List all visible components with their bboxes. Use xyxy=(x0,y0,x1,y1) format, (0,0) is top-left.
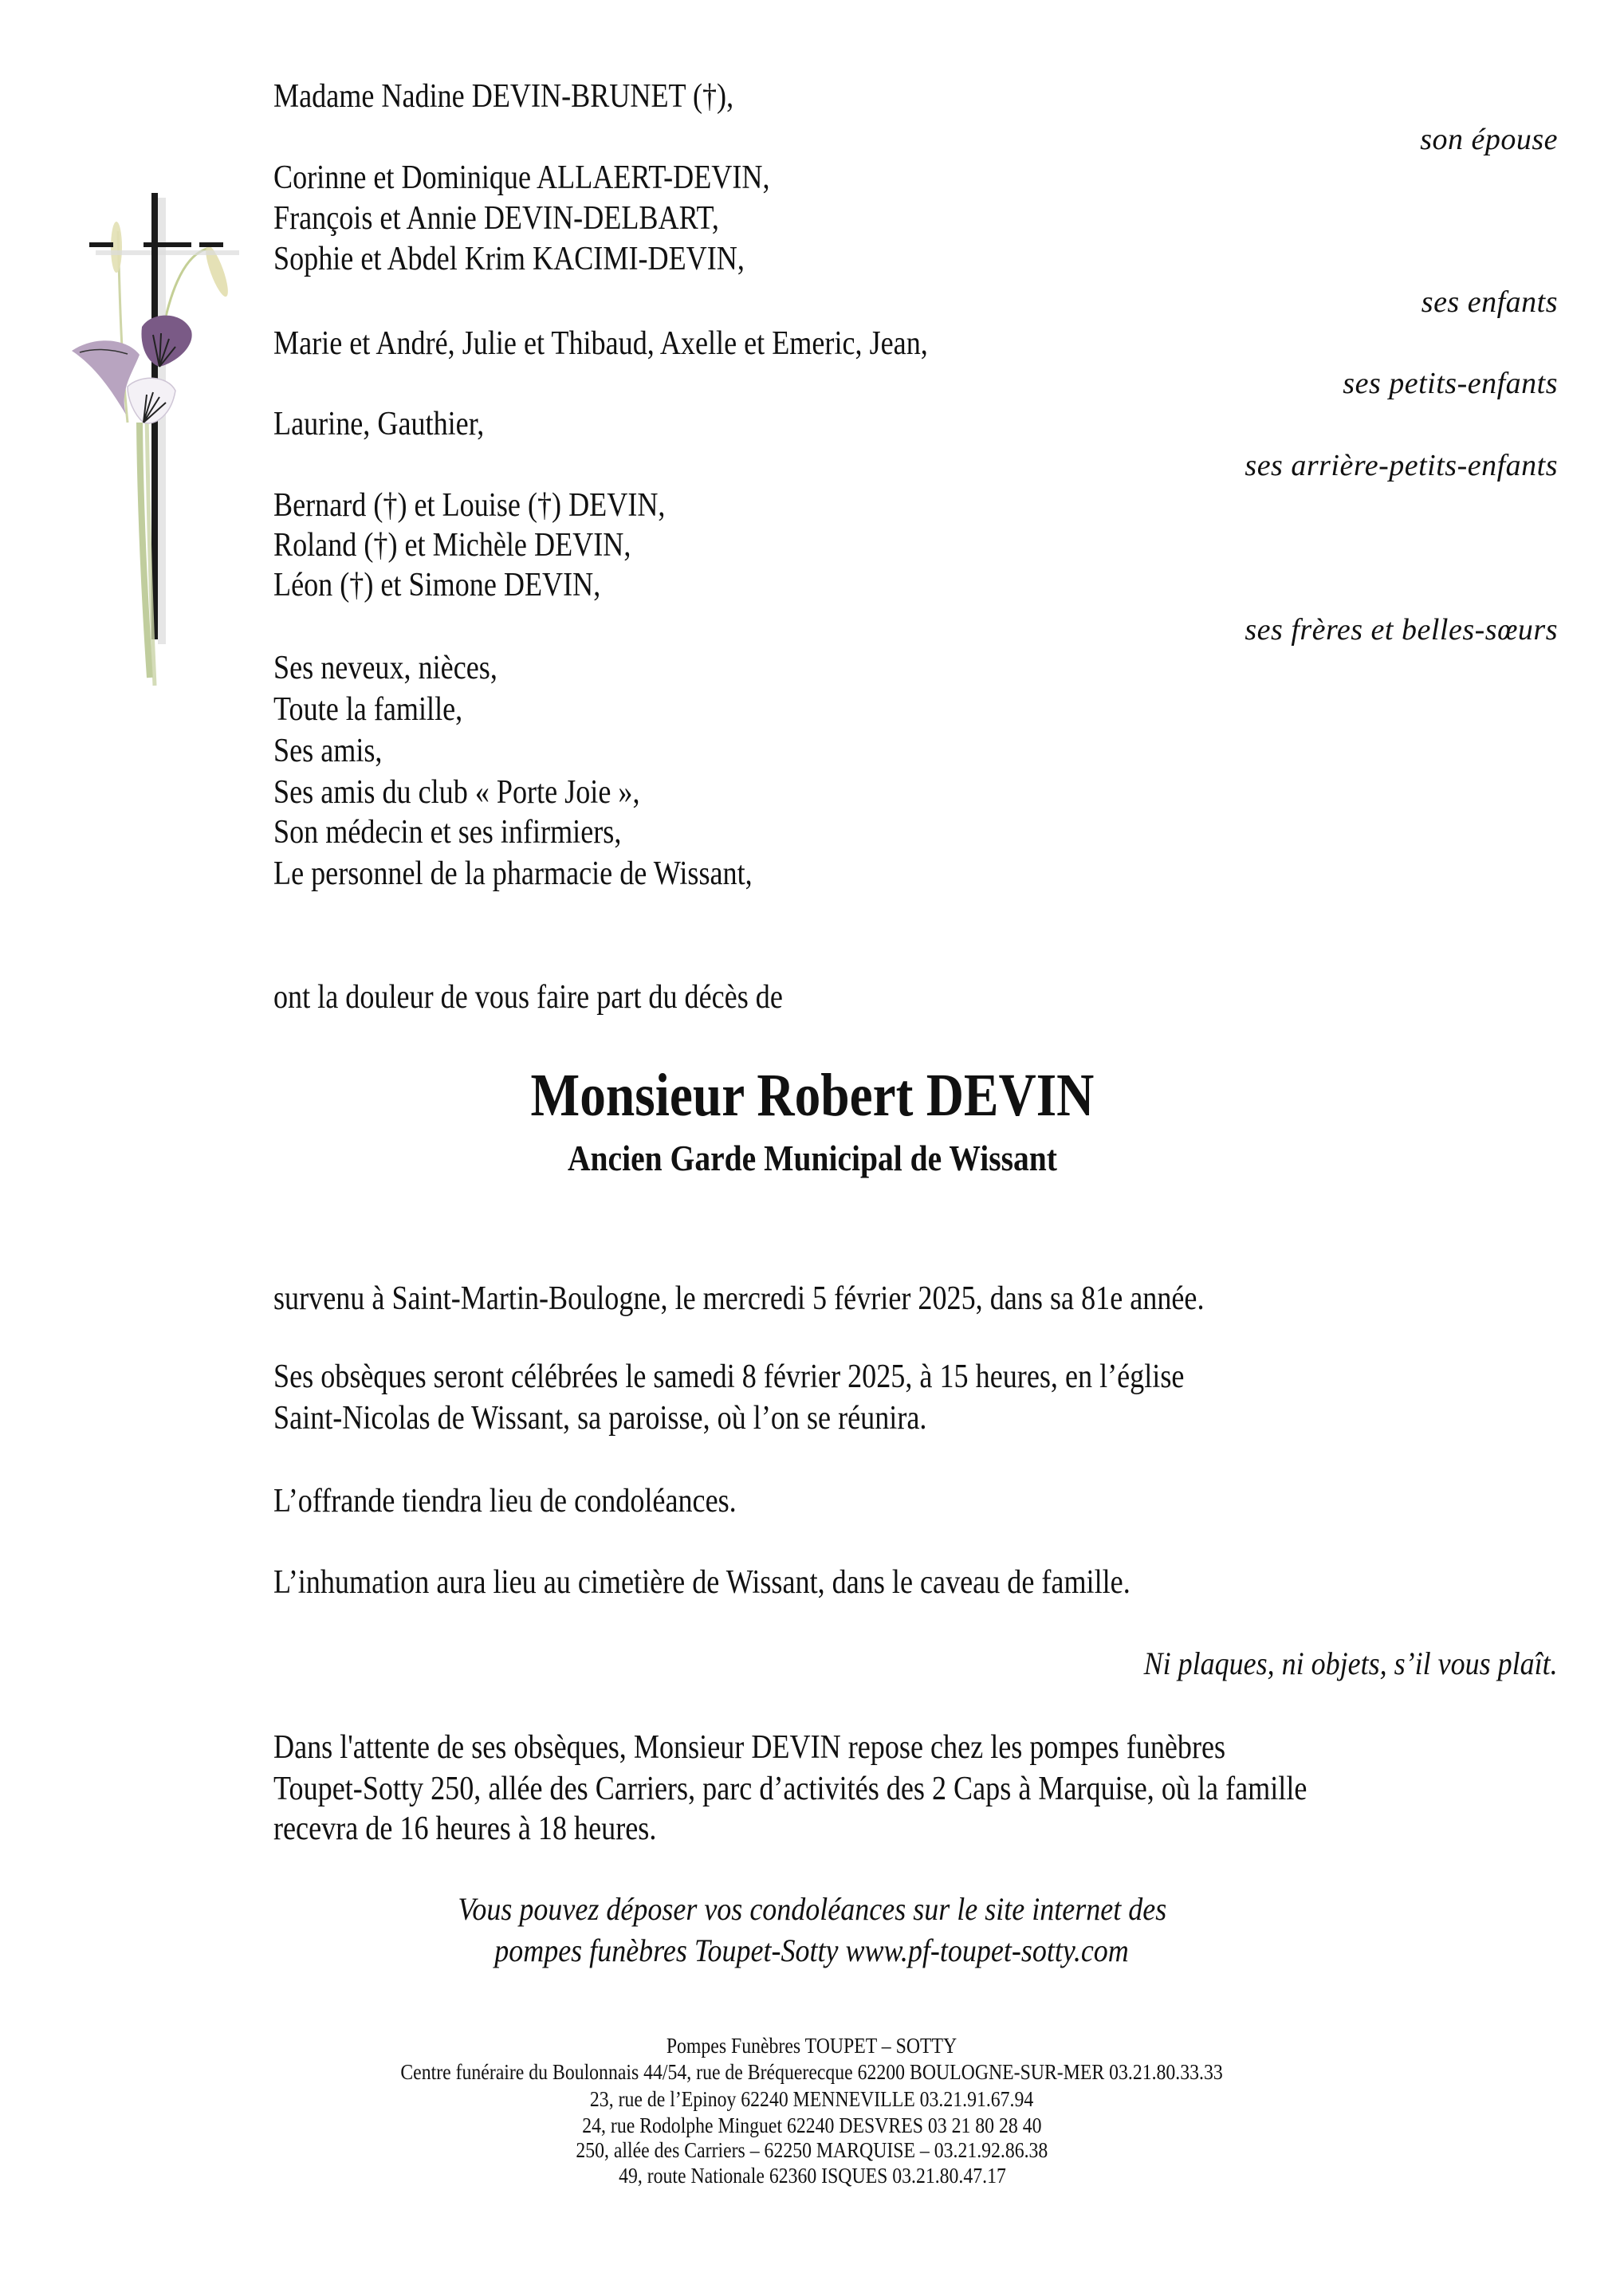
announcement-intro: ont la douleur de vous faire part du décès de xyxy=(273,979,783,1016)
grandchildren-line: Marie et André, Julie et Thibaud, Axelle et Emeric, Jean, xyxy=(273,325,928,362)
grandchildren-label: ses petits-enfants xyxy=(1343,367,1558,400)
footer-line-wrap xyxy=(0,2089,1624,2110)
condolences-link[interactable]: pompes funèbres Toupet-Sotty www.pf-toupet-sotty.com xyxy=(494,1932,1130,1968)
no-flowers-note: Ni plaques, ni objets, s’il vous plaît. xyxy=(1143,1645,1558,1681)
footer-line-wrap xyxy=(0,2062,1624,2083)
siblings-label: ses frères et belles-sœurs xyxy=(1245,613,1558,647)
footer-line-wrap xyxy=(0,2115,1624,2137)
footer-address: 250, allée des Carriers – 62250 MARQUISE – 03.21.92.86.38 xyxy=(576,2138,1048,2162)
funeral-details: Ses obsèques seront célébrées le samedi 8 février 2025, à 15 heures, en l’église xyxy=(273,1358,1185,1395)
sibling-line: Bernard (†) et Louise (†) DEVIN, xyxy=(273,487,666,524)
footer-line-wrap xyxy=(0,2035,1624,2057)
footer-address: 23, rue de l’Epinoy 62240 MENNEVILLE 03.21.91.67.94 xyxy=(590,2087,1034,2111)
children-label: ses enfants xyxy=(1421,285,1558,319)
others-line: Ses amis, xyxy=(273,733,383,769)
footer-address: Centre funéraire du Boulonnais 44/54, rue de Bréquerecque 62200 BOULOGNE-SUR-MER 03.21.80.33.33 xyxy=(400,2060,1224,2084)
child-line: Corinne et Dominique ALLAERT-DEVIN, xyxy=(273,159,770,196)
condolences-wrap xyxy=(0,1893,1624,1925)
cross-with-lily-icon xyxy=(64,183,239,694)
footer-line-wrap xyxy=(0,2165,1624,2187)
deceased-title-wrap xyxy=(0,1140,1624,1177)
others-line: Ses neveux, nièces, xyxy=(273,650,497,686)
spouse-label: son épouse xyxy=(1420,123,1558,156)
offering-note: L’offrande tiendra lieu de condoléances. xyxy=(273,1483,737,1520)
others-line: Toute la famille, xyxy=(273,691,463,728)
others-line: Ses amis du club « Porte Joie », xyxy=(273,774,640,811)
death-details: survenu à Saint-Martin-Boulogne, le mercredi 5 février 2025, dans sa 81e année. xyxy=(273,1280,1205,1317)
footer-company: Pompes Funèbres TOUPET – SOTTY xyxy=(667,2034,957,2058)
great-grandchildren-line: Laurine, Gauthier, xyxy=(273,406,485,442)
deceased-name-wrap xyxy=(0,1062,1624,1129)
deceased-title: Ancien Garde Municipal de Wissant xyxy=(567,1138,1057,1178)
condolences-note: Vous pouvez déposer vos condoléances sur le site internet des xyxy=(458,1891,1166,1927)
deceased-name: Monsieur Robert DEVIN xyxy=(530,1062,1094,1129)
child-line: Sophie et Abdel Krim KACIMI-DEVIN, xyxy=(273,241,745,277)
visitation-details: Toupet-Sotty 250, allée des Carriers, parc d’activités des 2 Caps à Marquise, où la famille xyxy=(273,1771,1307,1807)
sibling-line: Léon (†) et Simone DEVIN, xyxy=(273,567,601,603)
footer-address: 24, rue Rodolphe Minguet 62240 DESVRES 03 21 80 28 40 xyxy=(582,2113,1042,2137)
burial-details: L’inhumation aura lieu au cimetière de Wissant, dans le caveau de famille. xyxy=(273,1564,1131,1601)
funeral-details: Saint-Nicolas de Wissant, sa paroisse, où l’on se réunira. xyxy=(273,1400,927,1437)
visitation-details: recevra de 16 heures à 18 heures. xyxy=(273,1810,657,1847)
others-line: Son médecin et ses infirmiers, xyxy=(273,814,622,851)
sibling-line: Roland (†) et Michèle DEVIN, xyxy=(273,527,631,564)
visitation-details: Dans l'attente de ses obsèques, Monsieur DEVIN repose chez les pompes funèbres xyxy=(273,1729,1226,1766)
spouse-name: Madame Nadine DEVIN-BRUNET (†), xyxy=(273,78,734,115)
great-grandchildren-label: ses arrière-petits-enfants xyxy=(1245,449,1558,482)
footer-address: 49, route Nationale 62360 ISQUES 03.21.80.47.17 xyxy=(618,2164,1006,2188)
condolences-wrap xyxy=(0,1932,1624,1968)
footer-line-wrap xyxy=(0,2140,1624,2161)
child-line: François et Annie DEVIN-DELBART, xyxy=(273,200,719,237)
others-line: Le personnel de la pharmacie de Wissant, xyxy=(273,855,753,892)
